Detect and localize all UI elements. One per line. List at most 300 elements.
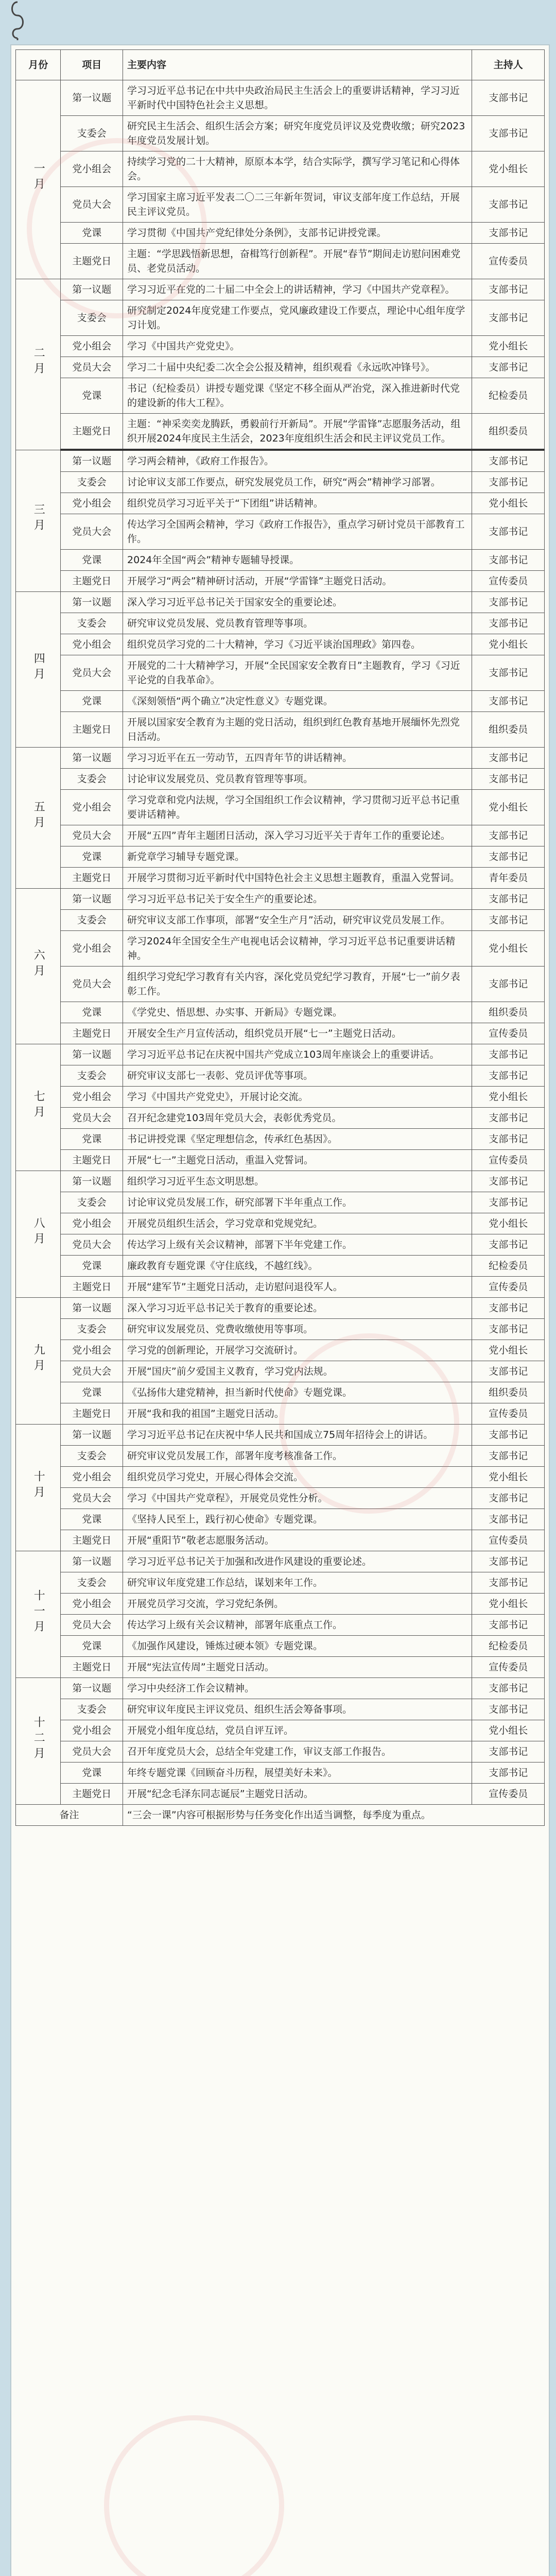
content-cell: 持续学习党的二十大精神，原原本本学，结合实际学，撰写学习笔记和心得体会。 <box>123 151 472 187</box>
owner-cell: 党小组长 <box>472 790 545 825</box>
content-cell: 学习国家主席习近平发表二〇二三年新年贺词，审议支部年度工作总结，开展民主评议党员。 <box>123 187 472 223</box>
month-cell <box>16 279 61 450</box>
table-row <box>16 1551 545 1572</box>
content-cell: 学习习近平在党的二十届二中全会上的讲话精神，学习《中国共产党章程》。 <box>123 279 472 300</box>
table-header-row <box>16 50 545 80</box>
content-cell: 学习中央经济工作会议精神。 <box>123 1678 472 1699</box>
item-cell: 党小组会 <box>61 493 123 514</box>
item-cell: 第一议题 <box>61 1551 123 1572</box>
item-cell: 党课 <box>61 378 123 414</box>
table-row <box>16 790 545 825</box>
owner-cell: 宣传委员 <box>472 1784 545 1805</box>
item-cell: 支委会 <box>61 910 123 931</box>
table-row <box>16 1403 545 1425</box>
item-cell: 党课 <box>61 846 123 868</box>
table-row <box>16 187 545 223</box>
content-cell: 开展党的二十大精神学习，开展“全民国家安全教育日”主题教育，学习《习近平论党的自我革命》。 <box>123 655 472 691</box>
owner-cell: 纪检委员 <box>472 1256 545 1277</box>
owner-cell: 宣传委员 <box>472 1657 545 1678</box>
content-cell: 学习《中国共产党章程》，开展党员党性分析。 <box>123 1488 472 1509</box>
content-cell: 开展“重阳节”敬老志愿服务活动。 <box>123 1530 472 1551</box>
item-cell: 党员大会 <box>61 825 123 846</box>
owner-cell: 组织委员 <box>472 1382 545 1403</box>
table-row <box>16 550 545 571</box>
content-cell: 研究审议党员发展、党员教育管理等事项。 <box>123 613 472 634</box>
item-cell: 党员大会 <box>61 655 123 691</box>
item-cell: 第一议题 <box>61 1298 123 1319</box>
item-cell: 支委会 <box>61 1446 123 1467</box>
table-row <box>16 1256 545 1277</box>
note-label: 备注 <box>16 1805 123 1826</box>
item-cell: 党员大会 <box>61 514 123 550</box>
content-cell: 《学党史、悟思想、办实事、开新局》专题党课。 <box>123 1002 472 1023</box>
month-label: 七月 <box>32 1090 45 1121</box>
content-cell: 开展学习贯彻习近平新时代中国特色社会主义思想主题教育，重温入党誓词。 <box>123 868 472 889</box>
content-cell: 召开纪念建党103周年党员大会，表彰优秀党员。 <box>123 1108 472 1129</box>
content-cell: 开展“国庆”前夕爱国主义教育，学习党内法规。 <box>123 1361 472 1382</box>
table-row <box>16 769 545 790</box>
table-row <box>16 1002 545 1023</box>
item-cell: 第一议题 <box>61 748 123 769</box>
owner-cell: 支部书记 <box>472 1171 545 1192</box>
header-item: 项目 <box>61 50 123 80</box>
table-row <box>16 1361 545 1382</box>
red-seal-icon <box>104 2415 284 2576</box>
owner-cell: 党小组长 <box>472 1213 545 1234</box>
item-cell: 党员大会 <box>61 1488 123 1509</box>
content-cell: 主题：“神采奕奕龙腾跃，勇毅前行开新局”。开展“学雷锋”志愿服务活动，组织开展2024年度民主生活会，2023年度组织生活会和民主评议党员工作。 <box>123 414 472 450</box>
item-cell: 支委会 <box>61 1572 123 1594</box>
owner-cell: 支部书记 <box>472 116 545 151</box>
table-row <box>16 378 545 414</box>
month-cell <box>16 450 61 592</box>
item-cell: 党小组会 <box>61 1720 123 1741</box>
owner-cell: 宣传委员 <box>472 1150 545 1171</box>
content-cell: 研究审议支部工作事项，部署“安全生产月”活动，研究审议党员发展工作。 <box>123 910 472 931</box>
owner-cell: 支部书记 <box>472 279 545 300</box>
table-row <box>16 1192 545 1213</box>
item-cell: 党员大会 <box>61 967 123 1002</box>
content-cell: 学习《中国共产党党史》，开展讨论交流。 <box>123 1087 472 1108</box>
owner-cell: 党小组长 <box>472 1087 545 1108</box>
item-cell: 支委会 <box>61 1065 123 1087</box>
owner-cell: 支部书记 <box>472 1699 545 1720</box>
content-cell: 研究制定2024年度党建工作要点，党风廉政建设工作要点，理论中心组年度学习计划。 <box>123 300 472 336</box>
owner-cell: 党小组长 <box>472 1720 545 1741</box>
item-cell: 党员大会 <box>61 357 123 378</box>
month-cell <box>16 80 61 279</box>
table-row <box>16 712 545 748</box>
table-row <box>16 300 545 336</box>
table-row <box>16 1319 545 1340</box>
owner-cell: 党小组长 <box>472 1467 545 1488</box>
owner-cell: 支部书记 <box>472 1319 545 1340</box>
table-row <box>16 1065 545 1087</box>
content-cell: 传达学习全国两会精神，学习《政府工作报告》，重点学习研讨党员干部教育工作。 <box>123 514 472 550</box>
table-row <box>16 1108 545 1129</box>
owner-cell: 纪检委员 <box>472 1636 545 1657</box>
content-cell: 《坚持人民至上，践行初心使命》专题党课。 <box>123 1509 472 1530</box>
content-cell: 书记讲授党课《坚定理想信念，传承红色基因》。 <box>123 1129 472 1150</box>
owner-cell: 党小组长 <box>472 1594 545 1615</box>
item-cell: 支委会 <box>61 769 123 790</box>
item-cell: 党课 <box>61 1129 123 1150</box>
month-label: 一月 <box>32 162 45 193</box>
table-row <box>16 1425 545 1446</box>
content-cell: 深入学习习近平总书记关于教育的重要论述。 <box>123 1298 472 1319</box>
table-row <box>16 931 545 967</box>
month-label: 九月 <box>32 1343 45 1375</box>
table-row <box>16 1572 545 1594</box>
content-cell: 研究民主生活会、组织生活会方案；研究年度党员评议及党费收缴；研究2023年度党员发展计划。 <box>123 116 472 151</box>
item-cell: 党员大会 <box>61 1108 123 1129</box>
owner-cell: 支部书记 <box>472 1108 545 1129</box>
owner-cell: 支部书记 <box>472 825 545 846</box>
owner-cell: 党小组长 <box>472 1340 545 1361</box>
table-row <box>16 1720 545 1741</box>
item-cell: 主题党日 <box>61 1657 123 1678</box>
item-cell: 主题党日 <box>61 1530 123 1551</box>
owner-cell: 支部书记 <box>472 1425 545 1446</box>
owner-cell: 支部书记 <box>472 1044 545 1065</box>
item-cell: 支委会 <box>61 472 123 493</box>
item-cell: 党课 <box>61 1762 123 1784</box>
content-cell: 开展党员组织生活会，学习党章和党规党纪。 <box>123 1213 472 1234</box>
item-cell: 第一议题 <box>61 1171 123 1192</box>
table-row <box>16 889 545 910</box>
content-cell: 学习贯彻《中国共产党纪律处分条例》，支部书记讲授党课。 <box>123 223 472 244</box>
three-meetings-plan-table <box>15 49 545 1826</box>
owner-cell: 宣传委员 <box>472 571 545 592</box>
content-cell: 学习习近平总书记关于安全生产的重要论述。 <box>123 889 472 910</box>
table-row <box>16 472 545 493</box>
owner-cell: 支部书记 <box>472 592 545 613</box>
owner-cell: 支部书记 <box>472 846 545 868</box>
content-cell: 学习党章和党内法规，学习全国组织工作会议精神，学习贯彻习近平总书记重要讲话精神。 <box>123 790 472 825</box>
content-cell: 开展党小组年度总结，党员自评互评。 <box>123 1720 472 1741</box>
owner-cell: 宣传委员 <box>472 244 545 279</box>
owner-cell: 组织委员 <box>472 712 545 748</box>
owner-cell: 组织委员 <box>472 1002 545 1023</box>
table-row <box>16 223 545 244</box>
table-row <box>16 1741 545 1762</box>
item-cell: 主题党日 <box>61 244 123 279</box>
table-row <box>16 357 545 378</box>
table-row <box>16 80 545 116</box>
content-cell: 学习习近平总书记在中共中央政治局民主生活会上的重要讲话精神，学习习近平新时代中国特色社会主义思想。 <box>123 80 472 116</box>
month-cell <box>16 592 61 748</box>
table-row <box>16 1784 545 1805</box>
item-cell: 第一议题 <box>61 450 123 472</box>
content-cell: 开展“五四”青年主题团日活动，深入学习习近平关于青年工作的重要论述。 <box>123 825 472 846</box>
content-cell: 年终专题党课《回顾奋斗历程，展望美好未来》。 <box>123 1762 472 1784</box>
table-row <box>16 1657 545 1678</box>
header-month: 月份 <box>16 50 61 80</box>
item-cell: 党小组会 <box>61 1467 123 1488</box>
table-row <box>16 1298 545 1319</box>
item-cell: 党课 <box>61 1256 123 1277</box>
owner-cell: 支部书记 <box>472 1741 545 1762</box>
owner-cell: 党小组长 <box>472 336 545 357</box>
item-cell: 党课 <box>61 1636 123 1657</box>
owner-cell: 支部书记 <box>472 1065 545 1087</box>
owner-cell: 支部书记 <box>472 691 545 712</box>
owner-cell: 支部书记 <box>472 1615 545 1636</box>
item-cell: 党小组会 <box>61 790 123 825</box>
item-cell: 主题党日 <box>61 1277 123 1298</box>
item-cell: 第一议题 <box>61 279 123 300</box>
month-label: 三月 <box>32 503 45 534</box>
item-cell: 党员大会 <box>61 1361 123 1382</box>
item-cell: 主题党日 <box>61 571 123 592</box>
header-content: 主要内容 <box>123 50 472 80</box>
owner-cell: 宣传委员 <box>472 1403 545 1425</box>
item-cell: 党小组会 <box>61 151 123 187</box>
item-cell: 党小组会 <box>61 1087 123 1108</box>
owner-cell: 支部书记 <box>472 748 545 769</box>
owner-cell: 支部书记 <box>472 1551 545 1572</box>
owner-cell: 支部书记 <box>472 1488 545 1509</box>
item-cell: 第一议题 <box>61 1678 123 1699</box>
item-cell: 党课 <box>61 1002 123 1023</box>
owner-cell: 党小组长 <box>472 634 545 655</box>
owner-cell: 青年委员 <box>472 868 545 889</box>
content-cell: 学习习近平在五一劳动节，五四青年节的讲话精神。 <box>123 748 472 769</box>
notebook-spiral-icon <box>7 0 28 40</box>
month-cell <box>16 1425 61 1551</box>
month-label: 二月 <box>32 347 45 378</box>
item-cell: 主题党日 <box>61 1150 123 1171</box>
item-cell: 第一议题 <box>61 1425 123 1446</box>
content-cell: 研究审议年度民主评议党员、组织生活会筹备事项。 <box>123 1699 472 1720</box>
item-cell: 支委会 <box>61 613 123 634</box>
content-cell: 召开年度党员大会，总结全年党建工作，审议支部工作报告。 <box>123 1741 472 1762</box>
content-cell: 开展以国家安全教育为主题的党日活动，组织到红色教育基地开展缅怀先烈党日活动。 <box>123 712 472 748</box>
month-cell <box>16 1171 61 1298</box>
month-label: 十一月 <box>32 1589 45 1636</box>
table-row <box>16 592 545 613</box>
content-cell: 开展“我和我的祖国”主题党日活动。 <box>123 1403 472 1425</box>
owner-cell: 宣传委员 <box>472 1530 545 1551</box>
content-cell: 讨论审议党员发展工作，研究部署下半年重点工作。 <box>123 1192 472 1213</box>
owner-cell: 支部书记 <box>472 769 545 790</box>
content-cell: 主题：“学思践悟新思想，奋楫笃行创新程”。开展“春节”期间走访慰问困难党员、老党员活动。 <box>123 244 472 279</box>
table-row <box>16 414 545 450</box>
owner-cell: 支部书记 <box>472 187 545 223</box>
table-row <box>16 748 545 769</box>
table-row <box>16 655 545 691</box>
item-cell: 党小组会 <box>61 1213 123 1234</box>
header-owner: 主持人 <box>472 50 545 80</box>
table-row <box>16 571 545 592</box>
table-row <box>16 1382 545 1403</box>
owner-cell: 支部书记 <box>472 357 545 378</box>
table-row <box>16 116 545 151</box>
item-cell: 党小组会 <box>61 931 123 967</box>
table-row <box>16 244 545 279</box>
month-cell <box>16 748 61 889</box>
note-text: “三会一课”内容可根据形势与任务变化作出适当调整，每季度为重点。 <box>123 1805 545 1826</box>
month-label: 十月 <box>32 1470 45 1501</box>
content-cell: 2024年全国“两会”精神专题辅导授课。 <box>123 550 472 571</box>
content-cell: 研究审议年度党建工作总结，谋划来年工作。 <box>123 1572 472 1594</box>
item-cell: 党员大会 <box>61 1234 123 1256</box>
month-label: 五月 <box>32 800 45 832</box>
content-cell: 学习两会精神，《政府工作报告》。 <box>123 450 472 472</box>
owner-cell: 支部书记 <box>472 300 545 336</box>
item-cell: 党课 <box>61 223 123 244</box>
owner-cell: 支部书记 <box>472 613 545 634</box>
table-row <box>16 846 545 868</box>
item-cell: 支委会 <box>61 1319 123 1340</box>
owner-cell: 组织委员 <box>472 414 545 450</box>
owner-cell: 支部书记 <box>472 80 545 116</box>
content-cell: 学习习近平总书记在庆祝中华人民共和国成立75周年招待会上的讲话。 <box>123 1425 472 1446</box>
month-label: 六月 <box>32 948 45 980</box>
item-cell: 支委会 <box>61 1699 123 1720</box>
content-cell: 组织党员学习习近平关于“下团组”讲话精神。 <box>123 493 472 514</box>
table-row <box>16 1699 545 1720</box>
owner-cell: 支部书记 <box>472 450 545 472</box>
item-cell: 支委会 <box>61 300 123 336</box>
content-cell: 开展“纪念毛泽东同志诞辰”主题党日活动。 <box>123 1784 472 1805</box>
table-row <box>16 967 545 1002</box>
owner-cell: 支部书记 <box>472 1129 545 1150</box>
note-row <box>16 1805 545 1826</box>
owner-cell: 宣传委员 <box>472 1023 545 1044</box>
table-row <box>16 1615 545 1636</box>
table-row <box>16 1129 545 1150</box>
item-cell: 主题党日 <box>61 1403 123 1425</box>
content-cell: 传达学习上级有关会议精神，部署下半年党建工作。 <box>123 1234 472 1256</box>
table-row <box>16 1150 545 1171</box>
item-cell: 党员大会 <box>61 1615 123 1636</box>
content-cell: 讨论审议支部工作要点，研究发展党员工作，研究“两会”精神学习部署。 <box>123 472 472 493</box>
month-label: 八月 <box>32 1216 45 1248</box>
table-row <box>16 1044 545 1065</box>
item-cell: 党课 <box>61 691 123 712</box>
table-row <box>16 336 545 357</box>
item-cell: 党课 <box>61 550 123 571</box>
content-cell: 廉政教育专题党课《守住底线，不越红线》。 <box>123 1256 472 1277</box>
owner-cell: 纪检委员 <box>472 378 545 414</box>
table-row <box>16 1678 545 1699</box>
content-cell: 开展“宪法宣传周”主题党日活动。 <box>123 1657 472 1678</box>
table-row <box>16 151 545 187</box>
item-cell: 第一议题 <box>61 80 123 116</box>
item-cell: 主题党日 <box>61 1784 123 1805</box>
table-row <box>16 1467 545 1488</box>
item-cell: 党小组会 <box>61 1340 123 1361</box>
owner-cell: 支部书记 <box>472 514 545 550</box>
content-cell: 学习习近平总书记在庆祝中国共产党成立103周年座谈会上的重要讲话。 <box>123 1044 472 1065</box>
content-cell: 新党章学习辅导专题党课。 <box>123 846 472 868</box>
owner-cell: 支部书记 <box>472 1234 545 1256</box>
owner-cell: 支部书记 <box>472 910 545 931</box>
table-row <box>16 1636 545 1657</box>
owner-cell: 支部书记 <box>472 1446 545 1467</box>
content-cell: 开展安全生产月宣传活动，组织党员开展“七一”主题党日活动。 <box>123 1023 472 1044</box>
owner-cell: 支部书记 <box>472 1762 545 1784</box>
content-cell: 研究审议党员发展工作，部署年度考核准备工作。 <box>123 1446 472 1467</box>
content-cell: 开展党员学习交流，学习党纪条例。 <box>123 1594 472 1615</box>
item-cell: 第一议题 <box>61 592 123 613</box>
table-row <box>16 868 545 889</box>
table-row <box>16 1530 545 1551</box>
item-cell: 主题党日 <box>61 868 123 889</box>
item-cell: 党课 <box>61 1382 123 1403</box>
item-cell: 主题党日 <box>61 414 123 450</box>
item-cell: 第一议题 <box>61 1044 123 1065</box>
item-cell: 支委会 <box>61 116 123 151</box>
table-row <box>16 1488 545 1509</box>
month-cell <box>16 1298 61 1425</box>
plan-sheet <box>10 44 550 2576</box>
owner-cell: 支部书记 <box>472 223 545 244</box>
table-row <box>16 613 545 634</box>
month-cell <box>16 1678 61 1805</box>
item-cell: 主题党日 <box>61 1023 123 1044</box>
content-cell: 深入学习习近平总书记关于国家安全的重要论述。 <box>123 592 472 613</box>
month-label: 十二月 <box>32 1716 45 1762</box>
table-row <box>16 825 545 846</box>
content-cell: 学习2024年全国安全生产电视电话会议精神，学习习近平总书记重要讲话精神。 <box>123 931 472 967</box>
owner-cell: 支部书记 <box>472 1192 545 1213</box>
table-row <box>16 1594 545 1615</box>
month-label: 四月 <box>32 652 45 683</box>
content-cell: 学习《中国共产党党史》。 <box>123 336 472 357</box>
month-cell <box>16 889 61 1044</box>
content-cell: 学习二十届中央纪委二次全会公报及精神，组织观看《永远吹冲锋号》。 <box>123 357 472 378</box>
table-row <box>16 1087 545 1108</box>
content-cell: 开展“建军节”主题党日活动，走访慰问退役军人。 <box>123 1277 472 1298</box>
owner-cell: 支部书记 <box>472 472 545 493</box>
table-row <box>16 1234 545 1256</box>
month-cell <box>16 1044 61 1171</box>
item-cell: 党小组会 <box>61 634 123 655</box>
item-cell: 党员大会 <box>61 1741 123 1762</box>
content-cell: 书记（纪检委员）讲授专题党课《坚定不移全面从严治党，深入推进新时代党的建设新的伟大工程》。 <box>123 378 472 414</box>
content-cell: 《弘扬伟大建党精神，担当新时代使命》专题党课。 <box>123 1382 472 1403</box>
content-cell: 组织学习习近平生态文明思想。 <box>123 1171 472 1192</box>
table-row <box>16 691 545 712</box>
content-cell: 研究审议支部七一表彰、党员评优等事项。 <box>123 1065 472 1087</box>
content-cell: 传达学习上级有关会议精神，部署年底重点工作。 <box>123 1615 472 1636</box>
content-cell: 组织学习党纪学习教育有关内容，深化党员党纪学习教育，开展“七一”前夕表彰工作。 <box>123 967 472 1002</box>
owner-cell: 宣传委员 <box>472 1277 545 1298</box>
owner-cell: 支部书记 <box>472 1509 545 1530</box>
content-cell: 研究审议发展党员、党费收缴使用等事项。 <box>123 1319 472 1340</box>
table-row <box>16 1277 545 1298</box>
item-cell: 党小组会 <box>61 336 123 357</box>
table-row <box>16 1171 545 1192</box>
owner-cell: 支部书记 <box>472 1361 545 1382</box>
content-cell: 组织党员学习党史，开展心得体会交流。 <box>123 1467 472 1488</box>
owner-cell: 支部书记 <box>472 967 545 1002</box>
owner-cell: 支部书记 <box>472 1678 545 1699</box>
month-cell <box>16 1551 61 1678</box>
table-row <box>16 1762 545 1784</box>
table-row <box>16 1446 545 1467</box>
owner-cell: 党小组长 <box>472 151 545 187</box>
content-cell: 组织党员学习党的二十大精神，学习《习近平谈治国理政》第四卷。 <box>123 634 472 655</box>
content-cell: 讨论审议发展党员、党员教育管理等事项。 <box>123 769 472 790</box>
owner-cell: 支部书记 <box>472 655 545 691</box>
content-cell: 学习习近平总书记关于加强和改进作风建设的重要论述。 <box>123 1551 472 1572</box>
item-cell: 党员大会 <box>61 187 123 223</box>
owner-cell: 支部书记 <box>472 1572 545 1594</box>
item-cell: 党课 <box>61 1509 123 1530</box>
